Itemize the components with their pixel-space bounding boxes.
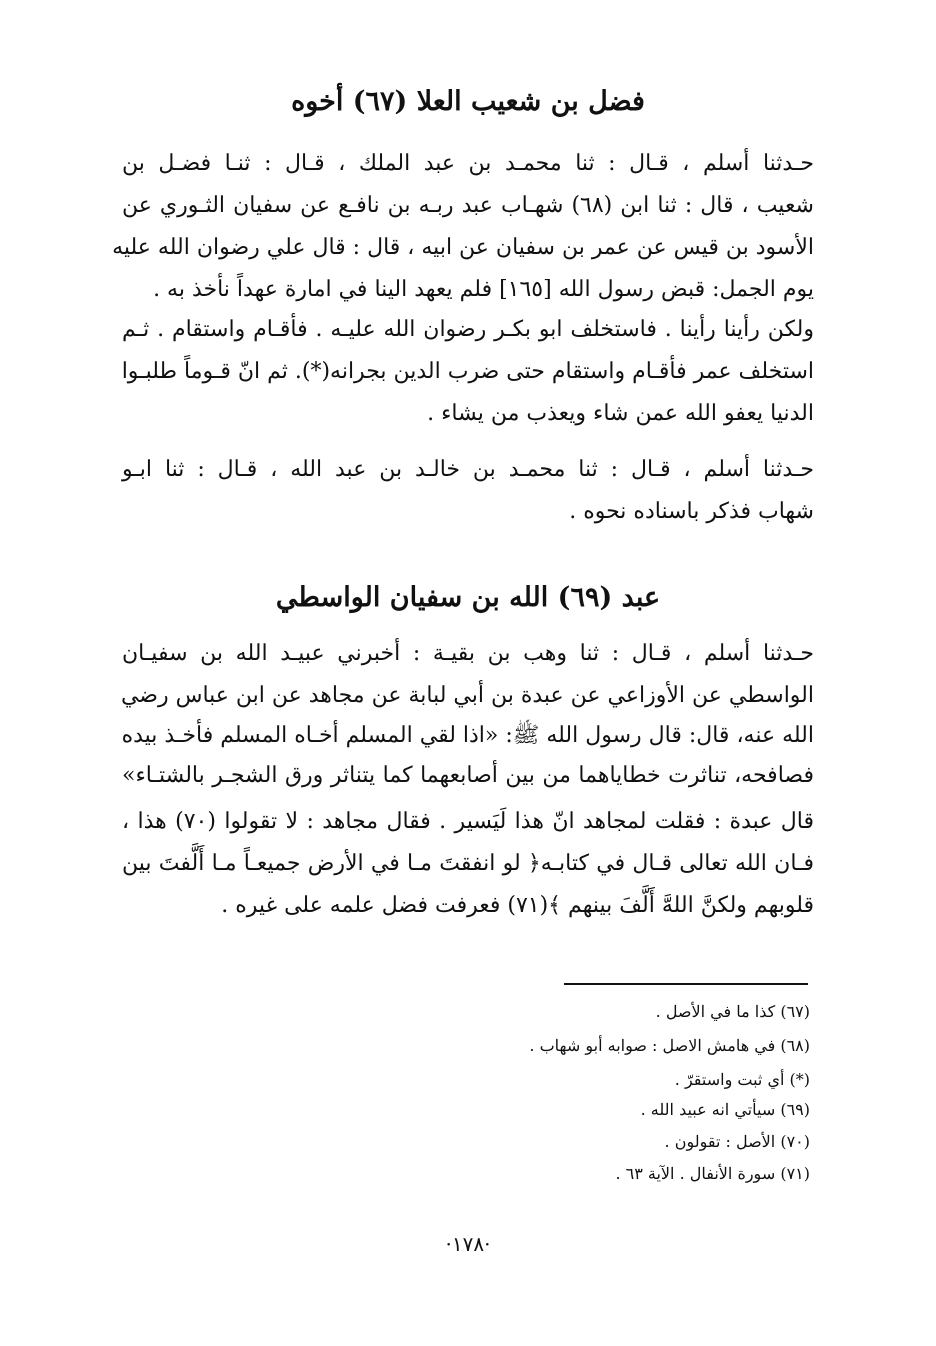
section-heading-abdullah: عبد (٦٩) الله بن سفيان الواسطي [275,582,661,613]
text-line: فصافحه، تناثرت خطاياهما من بين أصابعهما كما يتناثر ورق الشجـر بالشتـاء» [122,763,814,788]
page-number: ·١٧٨· [445,1232,491,1256]
text-line: شعيب ، قال : ثنا ابن (٦٨) شهـاب عبد ربـه بن نافـع عن سفيان الثـوري عن [122,193,814,218]
text-line: حـدثنا أسلم ، قـال : ثنا محمـد بن خالـد بن عبد الله ، قـال : ثنا ابـو [122,457,814,482]
footnote-separator [564,983,808,985]
footnote: (٧٠) الأصل : تقولون . [664,1132,810,1151]
text-line: قال عبدة : فقلت لمجاهد انّ هذا لَيَسير . فقال مجاهد : لا تقولوا (٧٠) هذا ، [122,809,814,834]
footnote: (*) أي ثبت واستقرّ . [674,1070,810,1089]
text-line: قلوبهم ولكنَّ اللهَّ أَلَّفَ بينهم ﴾(٧١) فعرفت فضل علمه على غيره . [221,893,814,918]
footnote: (٦٨) في هامش الاصل : صوابه أبو شهاب . [529,1036,810,1055]
section-heading-fadl: فضل بن شعيب العلا (٦٧) أخوه [291,86,645,117]
text-line: ولكن رأينا رأينا . فاستخلف ابو بكـر رضوان الله عليـه . فأقـام واستقام . ثـم [122,317,814,342]
text-line: يوم الجمل: قبض رسول الله [١٦٥] فلم يعهد الينا في امارة عهداً نأخذ به . [153,277,814,302]
footnote: (٧١) سورة الأنفال . الآية ٦٣ . [615,1164,810,1183]
text-line: استخلف عمر فأقـام واستقام حتى ضرب الدين بجرانه(*). ثم انّ قـوماً طلبـوا [121,359,814,384]
text-line: حـدثنا أسلم ، قـال : ثنا محمـد بن عبد الملك ، قـال : ثنـا فضـل بن [122,151,814,176]
text-line: شهاب فذكر باسناده نحوه . [569,499,814,524]
text-line: الدنيا يعفو الله عمن شاء ويعذب من يشاء . [427,401,814,426]
text-line: فـان الله تعالى قـال في كتابـه﴿ لو انفقتَ مـا في الأرض جميعـاً مـا أَلَّفتَ بين [122,851,814,876]
text-line: الله عنه، قال: قال رسول الله ﷺ: «اذا لقي المسلم أخـاه المسلم فأخـذ بيده [121,723,814,748]
text-line: حـدثنا أسلم ، قـال : ثنا وهب بن بقيـة : أخبرني عبيـد الله بن سفيـان [122,641,814,666]
footnote: (٦٧) كذا ما في الأصل . [655,1002,810,1021]
text-line: الواسطي عن الأوزاعي عن عبدة بن أبي لبابة عن مجاهد عن ابن عباس رضي [120,683,814,708]
footnote: (٦٩) سيأتي انه عبيد الله . [640,1100,810,1119]
text-line: الأسود بن قيس عن عمر بن سفيان عن ابيه ، قال : قال علي رضوان الله عليه [112,235,814,260]
